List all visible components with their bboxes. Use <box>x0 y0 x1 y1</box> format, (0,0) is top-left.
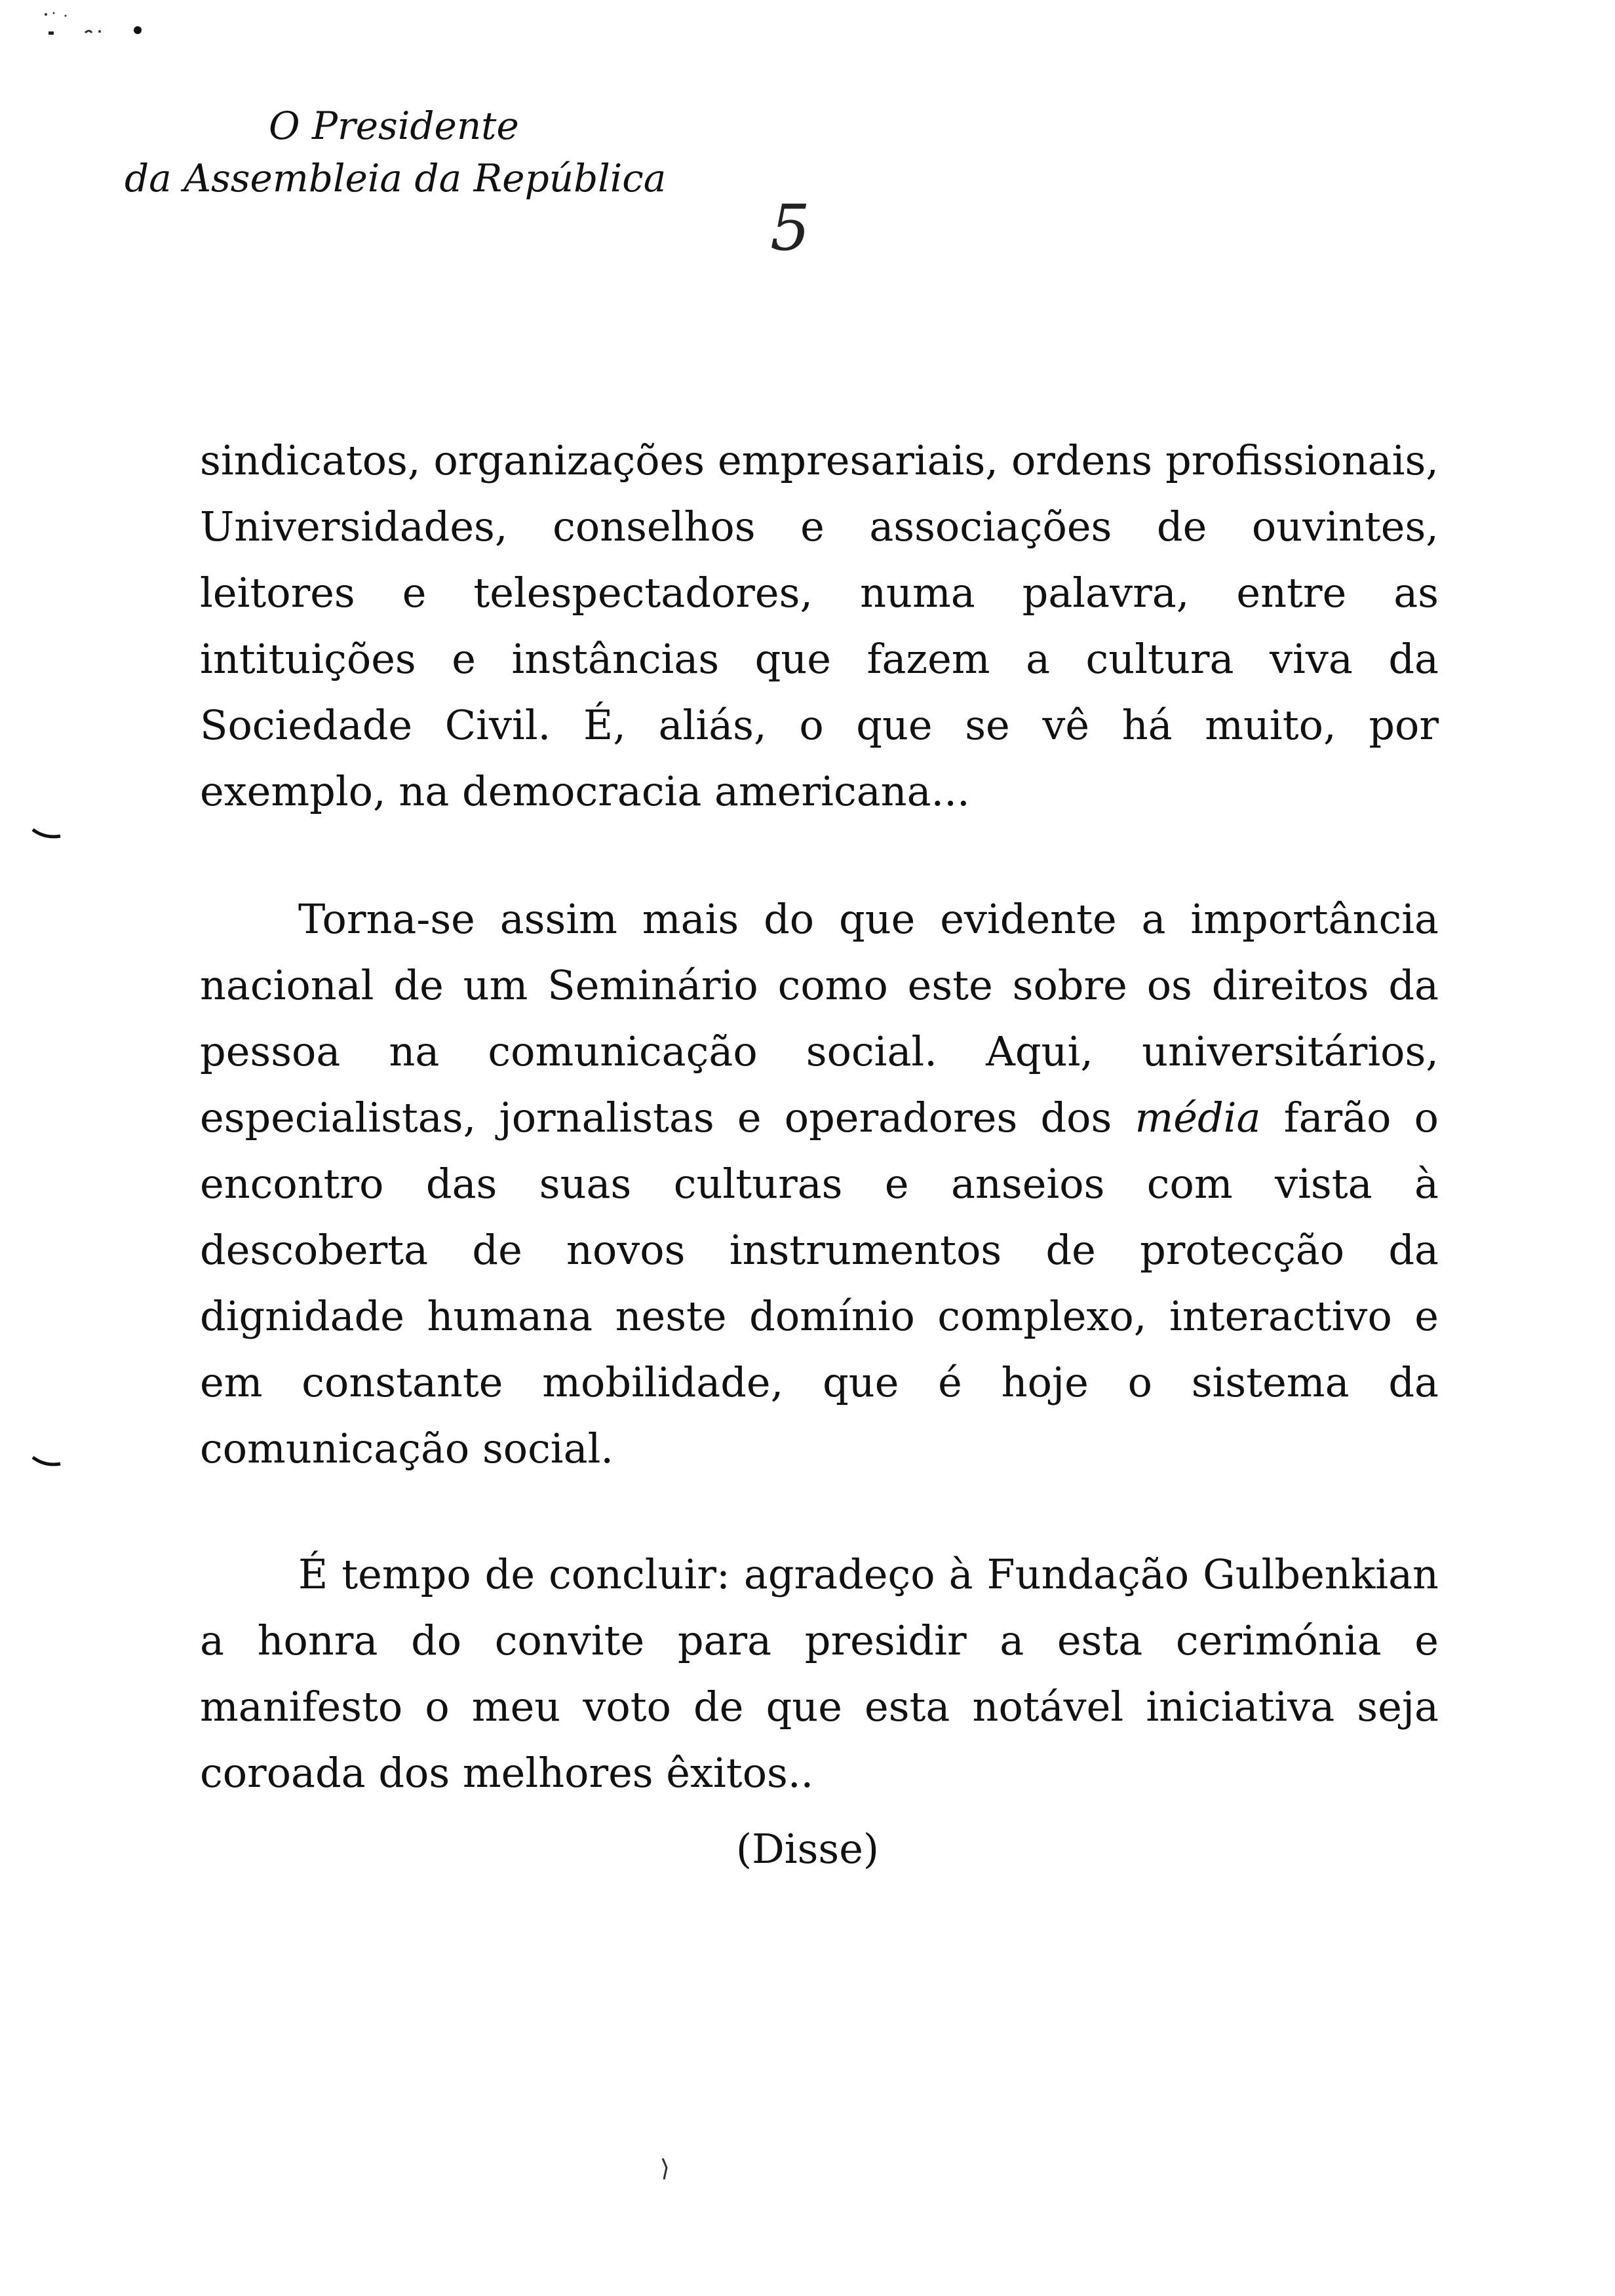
paragraph-3: É tempo de concluir: agradeço à Fundação Gulbenkian a honra do convite para presidir a esta cerimónia e manifesto o meu voto de que esta notável iniciativa seja coroada dos melhores êxitos.. <box>200 1550 1439 1797</box>
paragraph-2-text-start: Torna-se assim mais do que evidente a importância nacional de um Seminário como este sobre os direitos da pessoa na comunicação social. Aqui, universitários, especialistas, jornalistas e operadores dos <box>200 895 1439 1141</box>
paragraph-2-text-end: farão o encontro das suas culturas e anseios com vista à descoberta de novos instrumentos de protecção da dignidade humana neste domínio complexo, interactivo e em constante mobilidade, que é hoje o sistema da comunicação social. <box>200 1094 1439 1472</box>
letterhead-line-2: da Assembleia da República <box>125 156 667 201</box>
margin-tick-mark <box>31 827 62 841</box>
scan-speck-marks <box>39 7 170 39</box>
letterhead-line-1: O Presidente <box>269 104 519 148</box>
margin-tick-mark <box>31 1455 62 1469</box>
closing-remark: (Disse) <box>735 1825 880 1873</box>
letterhead <box>118 98 682 210</box>
emphasis-media: média <box>1135 1094 1261 1141</box>
scan-speck-mark <box>659 2156 672 2182</box>
paragraph-2 <box>200 886 1439 1482</box>
paragraph-1: sindicatos, organizações empresariais, ordens profissionais, Universidades, conselhos e associações de ouvintes, leitores e telespectadores, numa palavra, entre as intituições e instâncias que fazem a cultura viva da Sociedade Civil. É, aliás, o que se vê há muito, por exemplo, na democracia americana... <box>200 436 1439 815</box>
page-number: 5 <box>770 191 811 265</box>
